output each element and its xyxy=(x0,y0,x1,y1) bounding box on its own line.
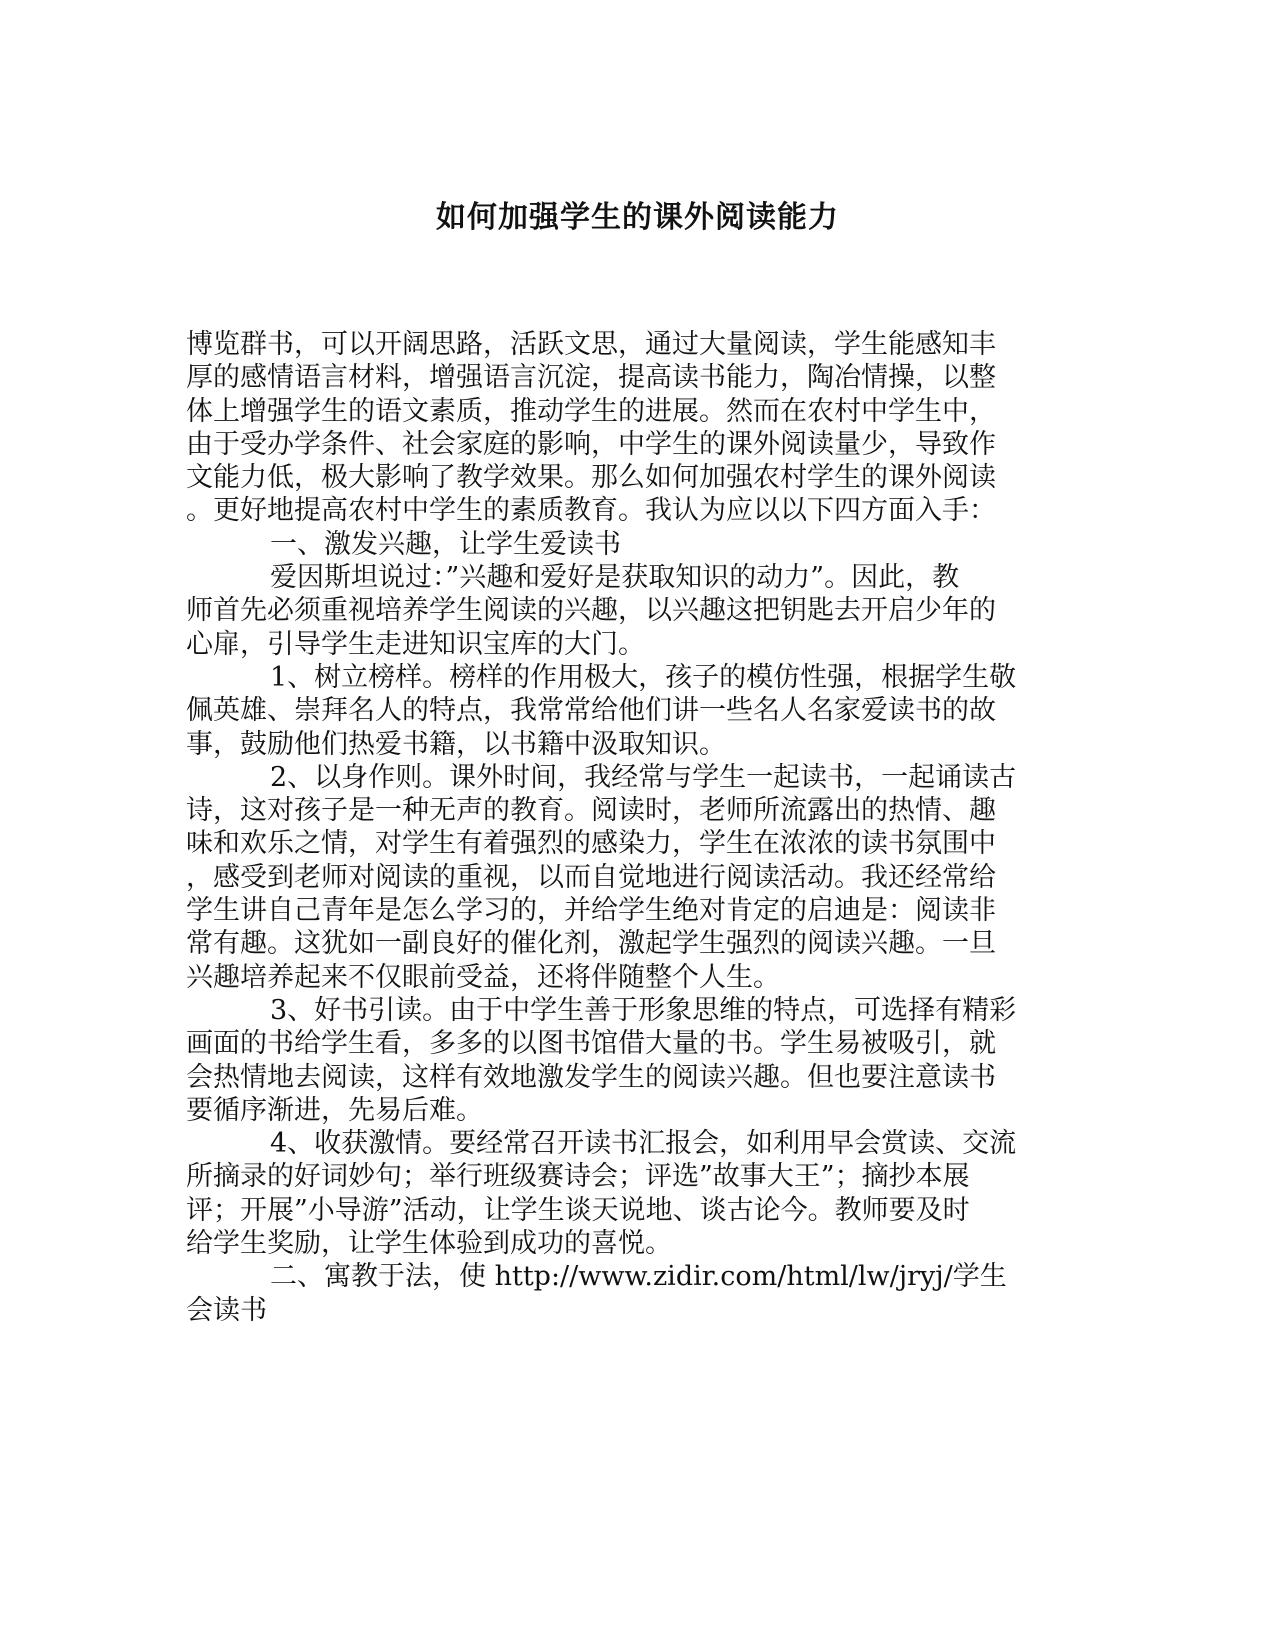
text-line: 评；开展”小导游”活动，让学生谈天说地、谈古论今。教师要及时 xyxy=(186,1194,970,1226)
text-line: 所摘录的好词妙句；举行班级赛诗会；评选”故事大王”；摘抄本展 xyxy=(186,1161,970,1193)
text-line: 事，鼓励他们热爱书籍，以书籍中汲取知识。 xyxy=(186,728,726,760)
section-heading: 一、激发兴趣，让学生爱读书 xyxy=(270,528,621,560)
text-line: 味和欢乐之情，对学生有着强烈的感染力，学生在浓浓的读书氛围中 xyxy=(186,828,996,860)
text-line: 2、以身作则。课外时间，我经常与学生一起读书，一起诵读古 xyxy=(270,761,1017,793)
document-body xyxy=(186,328,1066,1327)
text-line: 厚的感情语言材料，增强语言沉淀，提高读书能力，陶冶情操，以整 xyxy=(186,362,996,394)
text-line: 由于受办学条件、社会家庭的影响，中学生的课外阅读量少，导致作 xyxy=(186,428,996,460)
text-line: 心扉，引导学生走进知识宝库的大门。 xyxy=(186,628,645,660)
text-line: ，感受到老师对阅读的重视，以而自觉地进行阅读活动。我还经常给 xyxy=(186,861,996,893)
text-line: 常有趣。这犹如一副良好的催化剂，激起学生强烈的阅读兴趣。一旦 xyxy=(186,928,996,960)
text-line: 师首先必须重视培养学生阅读的兴趣，以兴趣这把钥匙去开启少年的 xyxy=(186,595,996,627)
text-line: 3、好书引读。由于中学生善于形象思维的特点，可选择有精彩 xyxy=(270,994,1017,1026)
text-line: 会读书 xyxy=(186,1294,267,1326)
text-line: 爱因斯坦说过：”兴趣和爱好是获取知识的动力”。因此，教 xyxy=(270,562,960,594)
text-line: 诗，这对孩子是一种无声的教育。阅读时，老师所流露出的热情、趣 xyxy=(186,795,996,827)
text-line: 要循序渐进，先易后难。 xyxy=(186,1094,483,1126)
text-line: 给学生奖励，让学生体验到成功的喜悦。 xyxy=(186,1228,672,1260)
section-heading: 二、寓教于法，使 http://www.zidir.com/html/lw/jryj/学生 xyxy=(270,1261,1007,1293)
text-line: 兴趣培养起来不仅眼前受益，还将伴随整个人生。 xyxy=(186,961,780,993)
text-line: 体上增强学生的语文素质，推动学生的进展。然而在农村中学生中， xyxy=(186,395,996,427)
text-line: 会热情地去阅读，这样有效地激发学生的阅读兴趣。但也要注意读书 xyxy=(186,1061,996,1093)
text-line: 画面的书给学生看，多多的以图书馆借大量的书。学生易被吸引，就 xyxy=(186,1028,996,1060)
text-line: 。更好地提高农村中学生的素质教育。我认为应以以下四方面入手： xyxy=(186,495,996,527)
document-title: 如何加强学生的课外阅读能力 xyxy=(436,200,839,235)
text-line: 博览群书，可以开阔思路，活跃文思，通过大量阅读，学生能感知丰 xyxy=(186,329,996,360)
text-line: 学生讲自己青年是怎么学习的，并给学生绝对肯定的启迪是：阅读非 xyxy=(186,895,996,927)
text-line: 1、树立榜样。榜样的作用极大，孩子的模仿性强，根据学生敬 xyxy=(270,661,1017,693)
text-line: 佩英雄、崇拜名人的特点，我常常给他们讲一些名人名家爱读书的故 xyxy=(186,695,996,727)
text-line: 文能力低，极大影响了教学效果。那么如何加强农村学生的课外阅读 xyxy=(186,462,996,494)
text-line: 4、收获激情。要经常召开读书汇报会，如利用早会赏读、交流 xyxy=(270,1128,1017,1160)
